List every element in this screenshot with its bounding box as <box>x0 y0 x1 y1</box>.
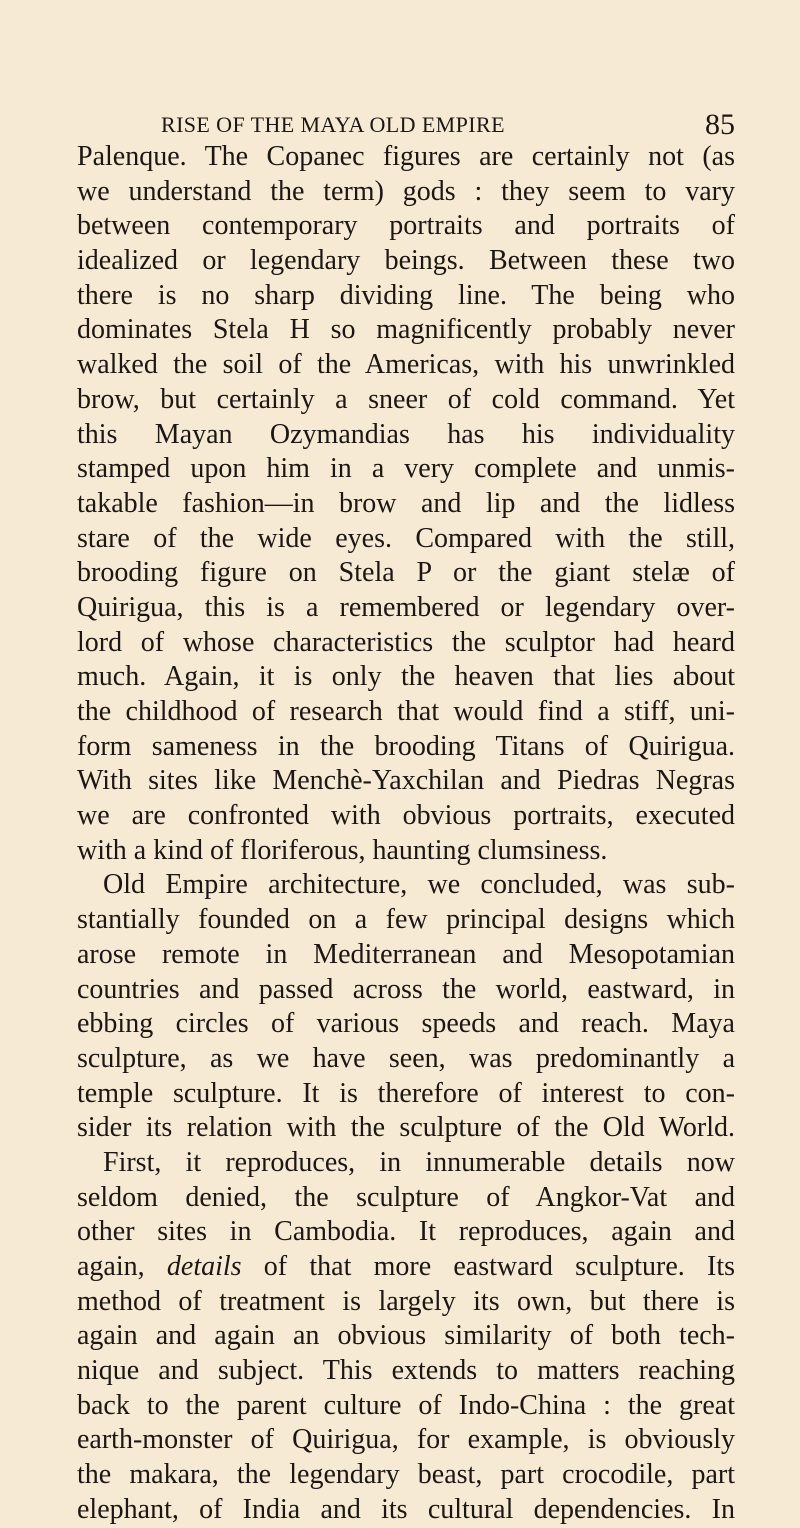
text-line: stamped upon him in a very complete and unmis- <box>77 453 735 485</box>
text-line: ebbing circles of various speeds and reach. Maya <box>77 1008 735 1040</box>
text-line: First, it reproduces, in innumerable details now <box>103 1146 735 1178</box>
text-line: the childhood of research that would find a stiff, uni- <box>77 696 735 727</box>
text-line: method of treatment is largely its own, but there is <box>77 1285 735 1317</box>
text-line: between contemporary portraits and portraits of <box>77 210 735 242</box>
text-line: there is no sharp dividing line. The being who <box>77 279 735 311</box>
body-text <box>77 140 735 1528</box>
text-line: takable fashion—in brow and lip and the lidless <box>77 487 735 519</box>
text-line: countries and passed across the world, eastward, in <box>77 973 735 1005</box>
text-segment: again, <box>77 1251 167 1282</box>
text-line: With sites like Menchè-Yaxchilan and Piedras Negras <box>77 765 735 797</box>
text-line-with-emphasis <box>77 1250 735 1285</box>
text-line: other sites in Cambodia. It reproduces, again and <box>77 1216 735 1248</box>
text-segment: of that more eastward sculpture. Its <box>241 1251 736 1282</box>
text-line: elephant, of India and its cultural dependencies. In <box>77 1493 735 1525</box>
text-line: earth-monster of Quirigua, for example, is obviously <box>77 1424 735 1456</box>
text-line: back to the parent culture of Indo-China : the great <box>77 1389 735 1421</box>
text-line: nique and subject. This extends to matters reaching <box>77 1355 735 1387</box>
text-line: with a kind of floriferous, haunting clumsiness. <box>77 834 608 866</box>
text-line: brooding figure on Stela P or the giant stelæ of <box>77 557 735 589</box>
text-line: Palenque. The Copanec figures are certainly not (as <box>77 141 735 172</box>
text-line: sculpture, as we have seen, was predominantly a <box>77 1042 735 1074</box>
paragraph-start-line: Old Empire architecture, we concluded, was sub- <box>103 869 735 901</box>
text-line: temple sculpture. It is therefore of interest to con- <box>77 1077 735 1109</box>
text-line: sider its relation with the sculpture of the Old World. <box>77 1112 735 1144</box>
text-line: lord of whose characteristics the sculptor had heard <box>77 626 735 658</box>
emphasized-word: details <box>166 1251 242 1282</box>
text-line: the makara, the legendary beast, part crocodile, part <box>77 1459 735 1491</box>
text-line: much. Again, it is only the heaven that lies about <box>77 661 735 693</box>
text-line: arose remote in Mediterranean and Mesopotamian <box>77 938 735 970</box>
text-line: stare of the wide eyes. Compared with the still, <box>77 522 735 554</box>
text-line: dominates Stela H so magnificently probably never <box>77 314 735 346</box>
text-line: seldom denied, the sculpture of Angkor-Vat and <box>77 1181 735 1213</box>
text-line: stantially founded on a few principal designs which <box>77 904 735 936</box>
text-line: this Mayan Ozymandias has his individuality <box>77 418 735 450</box>
running-title: RISE OF THE MAYA OLD EMPIRE <box>161 112 505 137</box>
page-number: 85 <box>705 108 735 141</box>
text-line: we understand the term) gods : they seem to vary <box>77 175 735 207</box>
text-line: Quirigua, this is a remembered or legendary over- <box>77 591 735 623</box>
text-line: form sameness in the brooding Titans of Quirigua. <box>77 730 735 762</box>
text-line: again and again an obvious similarity of both tech- <box>77 1320 735 1352</box>
text-line: we are confronted with obvious portraits, executed <box>77 800 735 832</box>
text-line: brow, but certainly a sneer of cold command. Yet <box>77 383 735 415</box>
text-line: idealized or legendary beings. Between these two <box>77 245 735 277</box>
text-line: walked the soil of the Americas, with his unwrinkled <box>77 349 735 381</box>
